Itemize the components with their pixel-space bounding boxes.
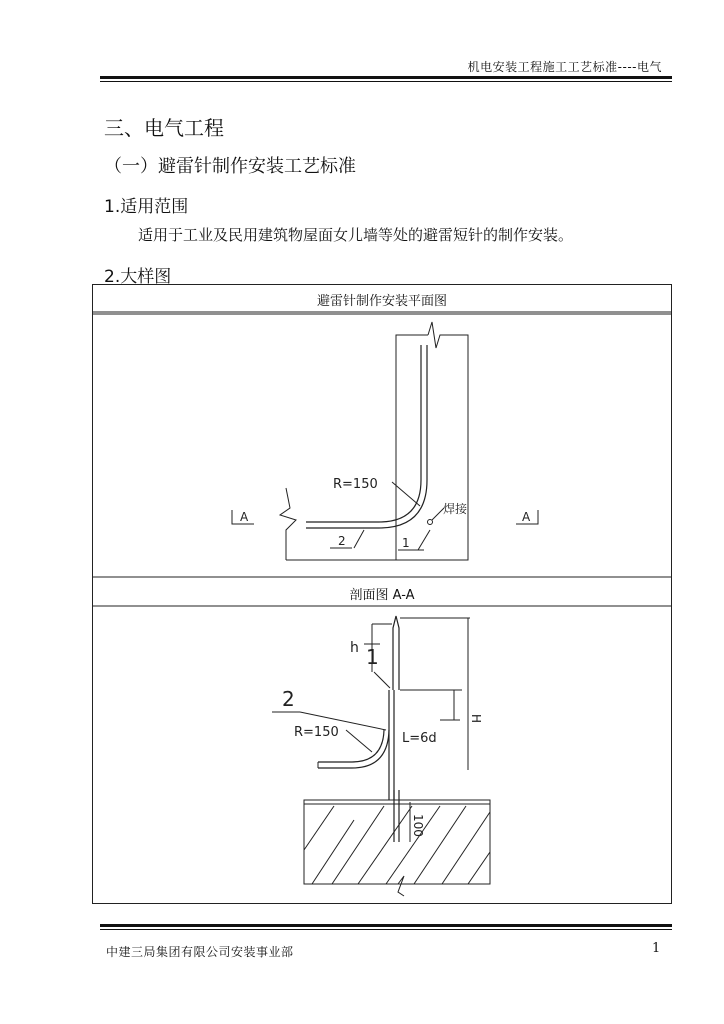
scope-heading: 1.适用范围 — [104, 197, 189, 217]
section-radius-label: R=150 — [294, 725, 339, 740]
footer-company: 中建三局集团有限公司安装事业部 — [106, 945, 294, 959]
parapet-break-left — [280, 488, 296, 560]
header-title: 机电安装工程施工工艺标准----电气 — [467, 60, 662, 74]
plan-part-2-label: 2 — [338, 534, 346, 548]
section-length-label: L=6d — [402, 731, 437, 746]
plan-radius-label: R=150 — [333, 477, 378, 492]
chapter-heading: 三、电气工程 — [104, 116, 224, 140]
plan-part-1-leader — [418, 530, 430, 550]
plan-part-1-label: 1 — [402, 536, 410, 550]
parapet-outline-top — [396, 335, 428, 560]
plan-rod-outer — [306, 345, 421, 522]
section-caption: 剖面图 A-A — [349, 588, 415, 603]
scope-text: 适用于工业及民用建筑物屋面女儿墙等处的避雷短针的制作安装。 — [138, 226, 574, 244]
footer-rule — [100, 924, 672, 927]
section-part-1-label: 1 — [366, 645, 379, 669]
section-depth-label: 100 — [411, 814, 425, 837]
section-air-terminal — [393, 616, 399, 690]
detail-drawing-heading: 2.大样图 — [104, 267, 172, 287]
plan-weld-label: 焊接 — [443, 502, 468, 516]
plan-view — [232, 322, 538, 560]
plan-weld-point — [428, 520, 433, 525]
plan-rod-inner — [306, 345, 427, 528]
section-heading: （一）避雷针制作安装工艺标准 — [104, 156, 356, 177]
section-h-label: h — [350, 640, 359, 656]
section-view — [272, 616, 490, 896]
section-mark-right-label: A — [522, 510, 531, 524]
plan-part-2-leader — [354, 530, 364, 548]
page-number: 1 — [652, 941, 661, 956]
footer-rule-thin — [100, 929, 672, 930]
plan-caption: 避雷针制作安装平面图 — [316, 294, 447, 309]
section-part-2-label: 2 — [282, 687, 295, 711]
section-H-label: H — [469, 714, 483, 724]
section-mark-left-label: A — [240, 510, 249, 524]
